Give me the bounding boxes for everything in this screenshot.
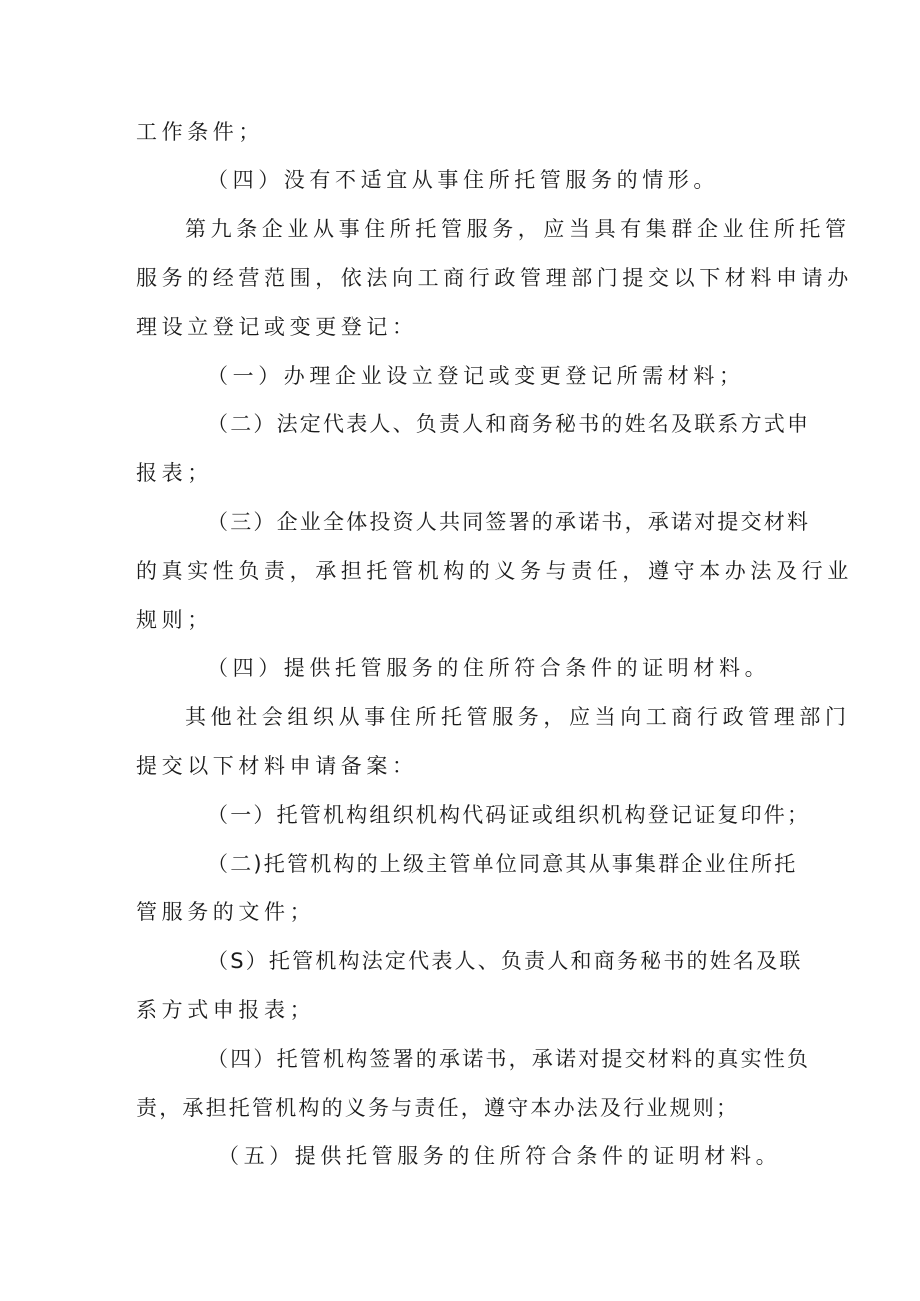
- text-line: （四）托管机构签署的承诺书，承诺对提交材料的真实性负: [207, 1047, 811, 1071]
- text-line: 规则；: [136, 608, 213, 632]
- text-line: （二)托管机构的上级主管单位同意其从事集群企业住所托: [207, 852, 798, 876]
- text-line: （三）企业全体投资人共同签署的承诺书，承诺对提交材料: [207, 510, 811, 534]
- text-line: 理设立登记或变更登记：: [136, 315, 418, 339]
- text-line: （S）托管机构法定代表人、负责人和商务秘书的姓名及联: [207, 949, 803, 973]
- text-line: 提交以下材料申请备案：: [136, 754, 418, 778]
- text-line: （四）提供托管服务的住所符合条件的证明材料。: [207, 656, 771, 680]
- text-line: （四）没有不适宜从事住所托管服务的情形。: [207, 168, 719, 192]
- text-line: （五）提供托管服务的住所符合条件的证明材料。: [218, 1144, 782, 1168]
- text-line: 工作条件；: [136, 120, 264, 144]
- text-line: 责，承担托管机构的义务与责任，遵守本办法及行业规则；: [136, 1096, 740, 1120]
- text-line: （一）托管机构组织机构代码证或组织机构登记证复印件；: [207, 803, 811, 827]
- text-line: 第九条企业从事住所托管服务，应当具有集群企业住所托管: [185, 217, 851, 241]
- text-line: 报表；: [136, 461, 213, 485]
- text-line: 的真实性负责，承担托管机构的义务与责任，遵守本办法及行业: [136, 559, 853, 583]
- text-line: 其他社会组织从事住所托管服务，应当向工商行政管理部门: [185, 705, 851, 729]
- text-line: 服务的经营范围，依法向工商行政管理部门提交以下材料申请办: [136, 266, 853, 290]
- text-line: （一）办理企业设立登记或变更登记所需材料；: [207, 364, 745, 388]
- text-line: 系方式申报表；: [136, 998, 316, 1022]
- text-line: （二）法定代表人、负责人和商务秘书的姓名及联系方式申: [207, 412, 811, 436]
- text-line: 管服务的文件；: [136, 900, 316, 924]
